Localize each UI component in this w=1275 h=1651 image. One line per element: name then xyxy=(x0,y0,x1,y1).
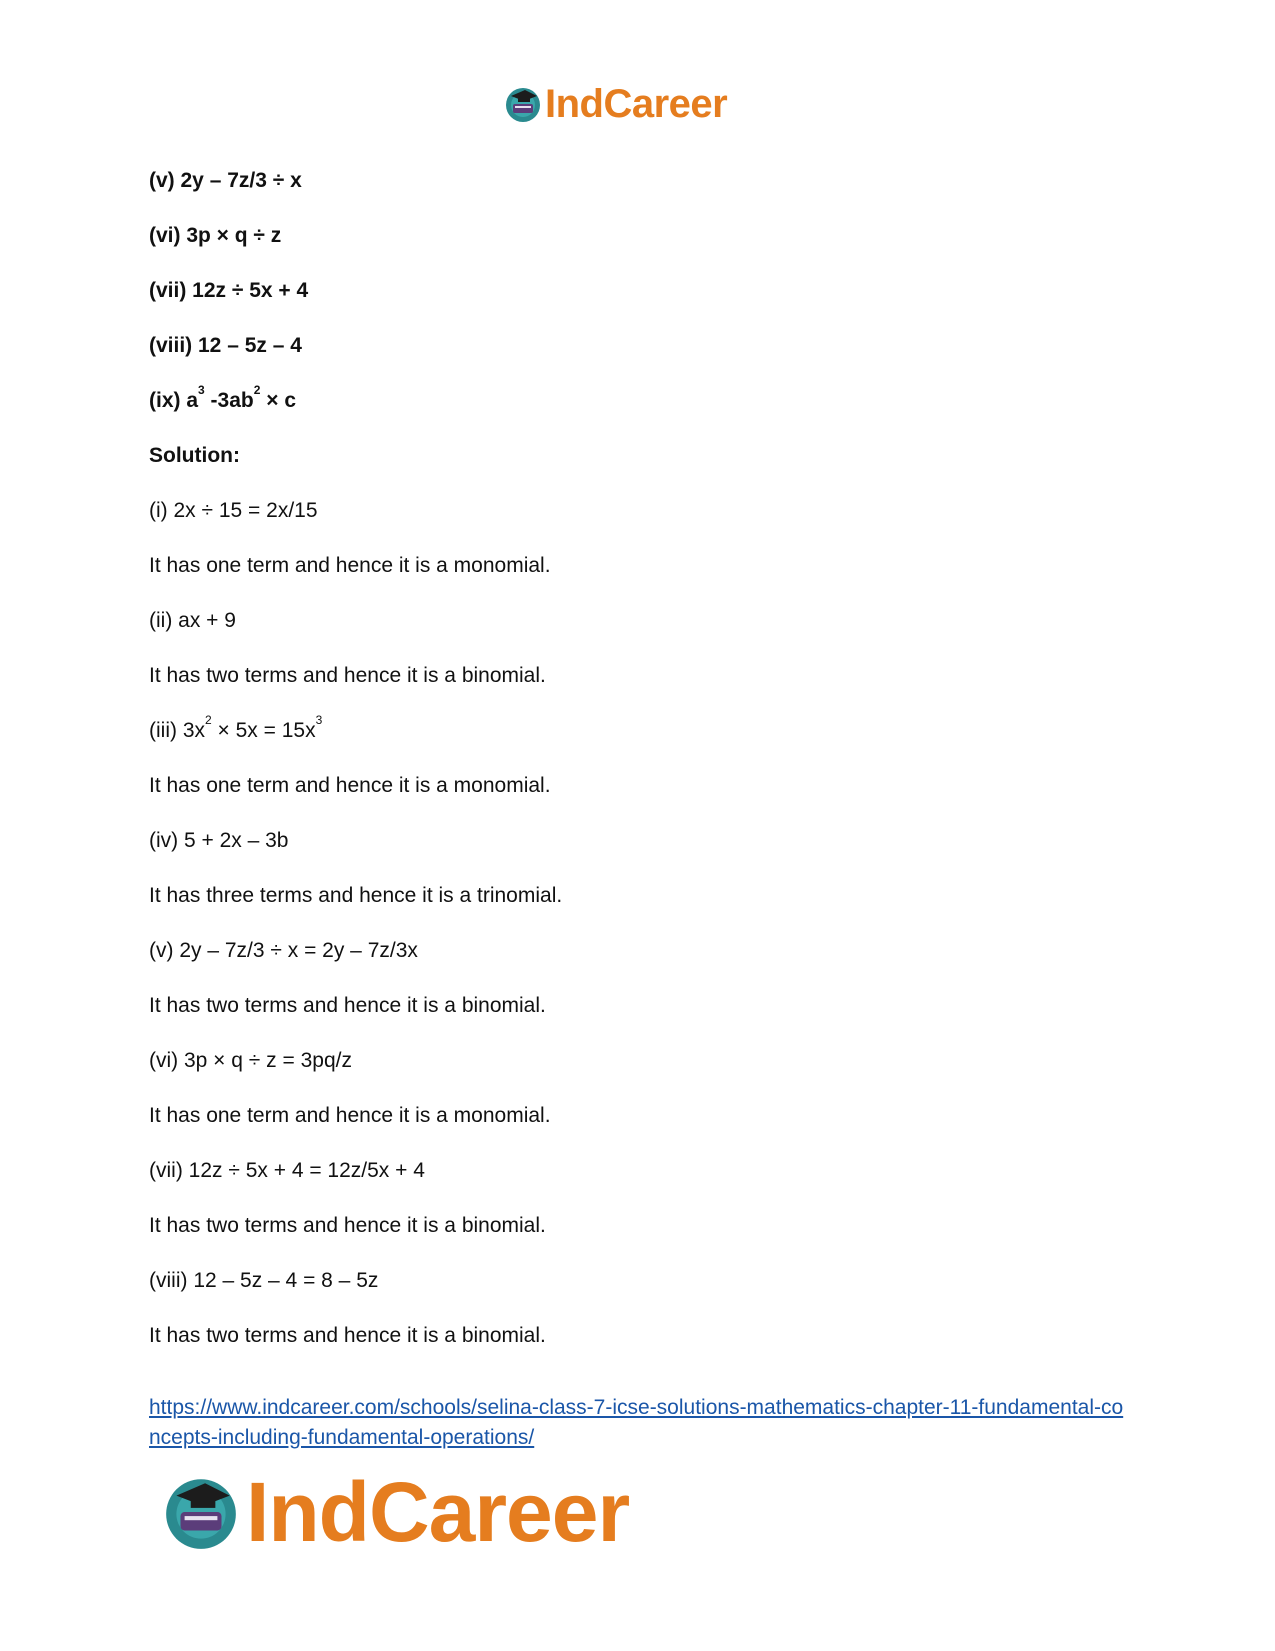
question-vi: (vi) 3p × q ÷ z xyxy=(149,224,282,247)
brand-name: IndCareer xyxy=(545,82,728,126)
solution-note: It has one term and hence it is a monomial. xyxy=(149,1104,551,1127)
graduation-globe-icon xyxy=(503,84,543,124)
solution-expr: (iii) $3x^2 \times 5x = 15x^3$ xyxy=(149,713,323,742)
solution-note: It has two terms and hence it is a binomial. xyxy=(149,1214,546,1237)
question-v: (v) 2y – 7z/3 ÷ x xyxy=(149,169,302,192)
solution-expr: (v) 2y – 7z/3 ÷ x = 2y – 7z/3x xyxy=(149,939,418,962)
solution-expr: (vi) 3p × q ÷ z = 3pq/z xyxy=(149,1049,352,1072)
solution-expr: (ii) ax + 9 xyxy=(149,609,236,632)
solution-note: It has two terms and hence it is a binomial. xyxy=(149,1324,546,1347)
solution-heading: Solution: xyxy=(149,444,240,467)
brand-name: IndCareer xyxy=(246,1465,630,1559)
graduation-globe-icon xyxy=(160,1471,242,1553)
question-viii: (viii) 12 – 5z – 4 xyxy=(149,334,302,357)
solution-note: It has one term and hence it is a monomial. xyxy=(149,554,551,577)
solution-expr: (i) 2x ÷ 15 = 2x/15 xyxy=(149,499,318,522)
question-vii: (vii) 12z ÷ 5x + 4 xyxy=(149,279,309,302)
solution-expr: (viii) 12 – 5z – 4 = 8 – 5z xyxy=(149,1269,379,1292)
solution-note: It has three terms and hence it is a trinomial. xyxy=(149,884,563,907)
solution-note: It has two terms and hence it is a binomial. xyxy=(149,994,546,1017)
solution-expr: (vii) 12z ÷ 5x + 4 = 12z/5x + 4 xyxy=(149,1159,425,1182)
header-logo xyxy=(503,80,727,128)
question-ix: (ix) $a^3$ $-3ab^2 \times c$ xyxy=(149,383,297,412)
solution-expr: (iv) 5 + 2x – 3b xyxy=(149,829,289,852)
solution-note: It has one term and hence it is a monomial. xyxy=(149,774,551,797)
footer-logo xyxy=(160,1462,629,1562)
document-body xyxy=(149,166,1129,1376)
solution-note: It has two terms and hence it is a binomial. xyxy=(149,664,546,687)
source-link[interactable]: https://www.indcareer.com/schools/selina-class-7-icse-solutions-mathematics-chapter-11-fundamental-concepts-including-fundamental-operations/ xyxy=(149,1396,1124,1449)
